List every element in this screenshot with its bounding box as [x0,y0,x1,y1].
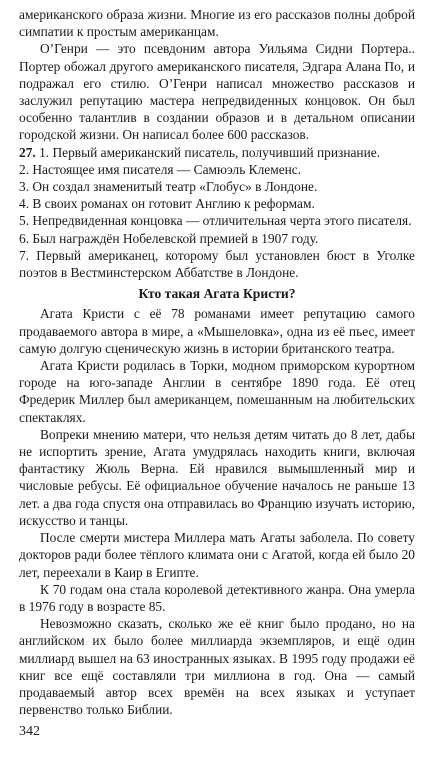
christie-paragraph-2: Агата Кристи родилась в Торки, модном приморском курортном городе на юго-западе Англии в сентябре 1890 года. Её отец Фредерик Миллер был американцем, помешанным на любительских спектаклях. [19,358,415,425]
exercise-number: 27. [19,144,36,160]
christie-paragraph-1: Агата Кристи с её 78 романами имеет репутацию самого продаваемого автора в мире, а «Мышеловка», одна из её пьес, имеет самую долгую сценическую жизнь в истории британского театра. [19,306,415,356]
exercise-item-text: 1. Первый американский писатель, получивший признание. [39,144,381,160]
christie-paragraph-5: К 70 годам она стала королевой детективного жанра. Она умерла в 1976 году в возрасте 85. [19,581,415,614]
exercise-item-1 [19,144,415,161]
page-number: 342 [19,724,40,739]
exercise-item-7: 7. Первый американец, которому был установлен бюст в Уголке поэтов в Вестминстерском Аббатстве в Лондоне. [19,247,415,281]
exercise-item-3: 3. Он создал знаменитый театр «Глобус» в Лондоне. [19,179,318,195]
continued-paragraph: американского образа жизни. Многие из его рассказов полны доброй симпатии к простым американцам. [19,7,415,40]
ohenry-paragraph: О’Генри — это псевдоним автора Уильяма Сидни Портера.. Портер обожал другого американского писателя, Эдгара Алана По, и подражал его стилю. О’Генри написал множество рассказов и заслужил репутацию мастера непредвиденных концовок. Он был особенно талантлив в создании образов и в детальном описании городской жизни. Он написал более 600 рассказов. [19,41,415,143]
christie-paragraph-4: После смерти мистера Миллера мать Агаты заболела. По совету докторов ради более тёплого климата они с Агатой, когда ей было 20 лет, переехали в Каир в Египте. [19,530,415,580]
exercise-item-5: 5. Непредвиденная концовка — отличительная черта этого писателя. [19,213,412,229]
christie-paragraph-6: Невозможно сказать, сколько же её книг было продано, но на английском их было более миллиарда экземпляров, и ещё один миллиард вышел на 63 иностранных языках. В 1995 году продажи её книг все ещё составляли три миллиона в год. Она — самый продаваемый автор всех времён на всех языках и уступает первенство только Библии. [19,616,415,718]
exercise-item-4: 4. В своих романах он готовит Англию к реформам. [19,196,315,212]
exercise-item-2: 2. Настоящее имя писателя — Самюэль Клеменс. [19,161,302,177]
section-heading: Кто такая Агата Кристи? [138,286,296,302]
book-page [19,6,415,718]
christie-paragraph-3: Вопреки мнению матери, что нельзя детям читать до 8 лет, дабы не испортить зрение, Агата умудрялась находить книги, включая фантастику Жюль Верна. Ей нравился вымышленный мир и числовые ребусы. Её официальное обучение началось не раньше 13 лет. а два года спустя она отправилась во Францию изучать историю, искусство и танцы. [19,426,415,528]
exercise-list [19,144,415,282]
exercise-item-6: 6. Был награждён Нобелевской премией в 1907 году. [19,230,319,246]
